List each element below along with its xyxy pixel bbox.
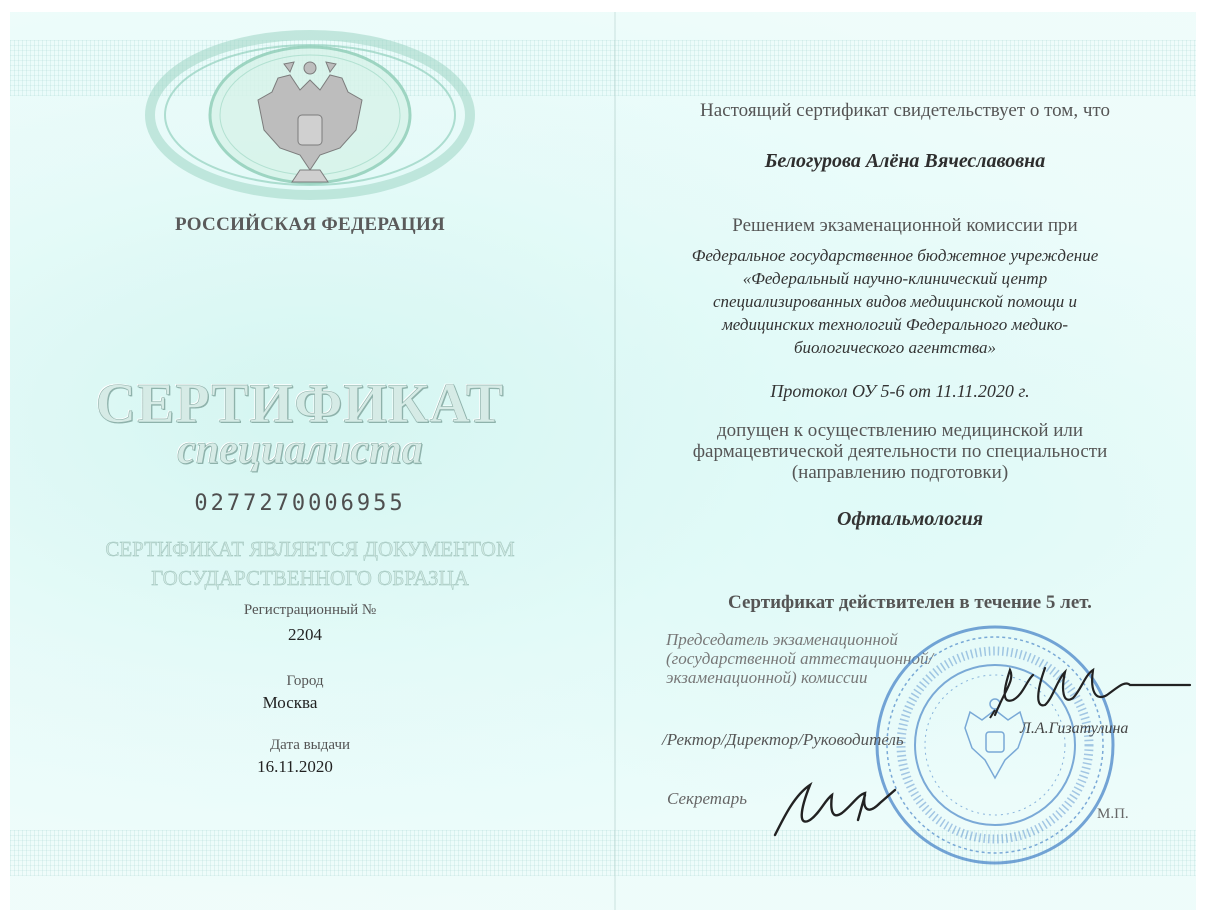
secretary-signature [770,765,920,850]
country-name: РОССИЙСКАЯ ФЕДЕРАЦИЯ [174,214,446,235]
state-document-notice [60,535,560,593]
holder-name: Белогурова Алёна Вячеславовна [764,150,1046,172]
org-line: биологического агентства» [793,338,997,357]
signature-icon [975,650,1205,730]
org-line: Федеральное государственное бюджетное учреждение [691,246,1099,265]
issue-date-label: Дата выдачи [269,737,351,753]
seal-place-mark: М.П. [1097,806,1129,822]
admission-text [650,420,1150,483]
signer-name: Л.А.Гизатулина [1020,720,1129,737]
admission-line: (направлению подготовки) [791,462,1009,483]
commission-decision: Решением экзаменационной комиссии при [732,215,1078,236]
org-line: медицинских технологий Федерального медико- [721,315,1069,334]
org-line: «Федеральный научно-клинический центр [742,269,1048,288]
city-label: Город [286,673,324,689]
validity-period: Сертификат действителен в течение 5 лет. [728,592,1092,613]
issue-date-value: 16.11.2020 [257,757,333,776]
state-doc-line-1: СЕРТИФИКАТ ЯВЛЯЕТСЯ ДОКУМЕНТОМ [105,537,515,561]
protocol-reference: Протокол ОУ 5-6 от 11.11.2020 г. [770,381,1030,401]
admission-line: допущен к осуществлению медицинской или [716,420,1084,441]
chair-line: экзаменационной) комиссии [666,668,868,687]
emblem-icon [140,30,480,220]
intro-text: Настоящий сертификат свидетельствует о том, что [700,100,1110,121]
certificate-title: СЕРТИФИКАТ [95,373,505,435]
chair-line: (государственной аттестационной/ [666,649,934,668]
city-value: Москва [262,693,318,712]
chair-line: Председатель экзаменационной [666,630,898,649]
secretary-label: Секретарь [667,789,747,808]
org-line: специализированных видов медицинской помощи и [712,292,1078,311]
specialty-name: Офтальмология [837,508,983,530]
registration-label: Регистрационный № [243,602,377,618]
coat-of-arms-emblem [140,30,480,220]
registration-number: 2204 [288,625,322,644]
signature-icon [770,765,920,845]
admission-line: фармацевтической деятельности по специальности [692,441,1108,462]
rector-title: /Ректор/Директор/Руководитель [662,730,904,749]
serial-number: 0277270006955 [194,491,406,516]
page-fold [614,12,616,910]
certificate-subtitle: специалиста [177,427,423,473]
organization-name [640,244,1150,359]
state-doc-line-2: ГОСУДАРСТВЕННОГО ОБРАЗЦА [151,566,469,590]
